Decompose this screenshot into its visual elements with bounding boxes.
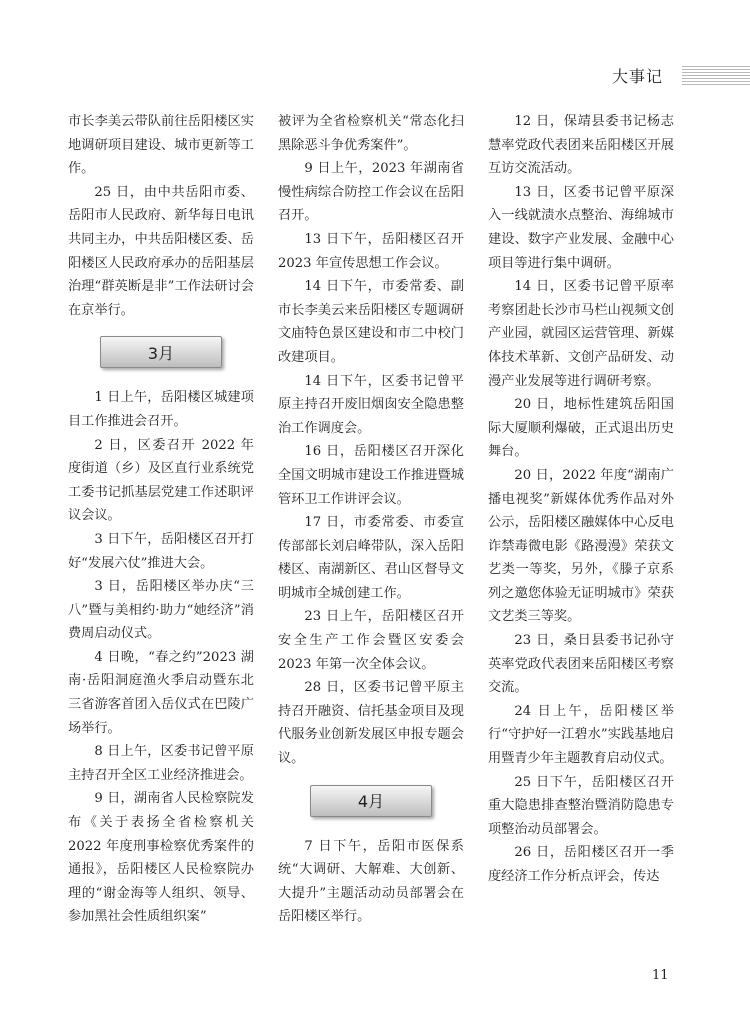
- chronicle-entry: 4 日晚，“春之约”2023 湖南·岳阳洞庭渔火季启动暨东北三省游客首团入岳仪式在巴陵广场举行。: [68, 649, 254, 736]
- chronicle-entry: 被评为全省检察机关“常态化扫黑除恶斗争优秀案件”。: [278, 114, 464, 153]
- section-title: 大事记: [612, 67, 664, 86]
- chronicle-entry: 14 日下午，市委常委、副市长李美云来岳阳楼区专题调研文庙特色景区建设和市二中校门改建项目。: [278, 279, 464, 365]
- chronicle-entry: 25 日下午，岳阳楼区召开重大隐患排查整治暨消防隐患专项整治动员部署会。: [488, 774, 674, 837]
- chronicle-entry: 26 日，岳阳楼区召开一季度经济工作分析点评会，传达: [488, 845, 674, 884]
- chronicle-entry: 3 日，岳阳楼区举办庆“三八”暨与美相约·助力“她经济”消费周启动仪式。: [68, 579, 254, 642]
- chronicle-entry: 25 日，由中共岳阳市委、岳阳市人民政府、新华每日电讯共同主办，中共岳阳楼区委、岳阳楼区人民政府承办的岳阳基层治理“群英断是非”工作法研讨会在京举行。: [68, 184, 254, 318]
- chronicle-entry: 24 日上午，岳阳楼区举行“守护好一江碧水”实践基地启用暨青少年主题教育启动仪式。: [488, 703, 674, 767]
- chronicle-entry: 14 日下午，区委书记曾平原主持召开废旧烟囱安全隐患整治工作调度会。: [278, 373, 464, 436]
- chronicle-entry: 1 日上午，岳阳楼区城建项目工作推进会召开。: [68, 390, 254, 429]
- chronicle-entry: 13 日下午，岳阳楼区召开 2023 年宣传思想工作会议。: [278, 231, 464, 271]
- chronicle-entry: 23 日，桑日县委书记孙守英率党政代表团来岳阳楼区考察交流。: [488, 633, 674, 696]
- chronicle-entry: 16 日，岳阳楼区召开深化全国文明城市建设工作推进暨城管环卫工作讲评会议。: [278, 444, 464, 507]
- chronicle-entry: 9 日，湖南省人民检察院发布《关于表扬全省检察机关 2022 年度刑事检察优秀案件的通报》，岳阳楼区人民检察院办理的“谢金海等人组织、领导、参加黑社会性质组织案”: [68, 791, 254, 925]
- month-heading: 4月: [310, 785, 432, 817]
- page-number: 11: [652, 968, 669, 983]
- chronicle-entry: 市长李美云带队前往岳阳楼区实地调研项目建设、城市更新等工作。: [68, 114, 254, 177]
- month-heading: 3月: [100, 336, 222, 368]
- chronicle-entry: 20 日，2022 年度“湖南广播电视奖”新媒体优秀作品对外公示，岳阳楼区融媒体中心反电诈禁毒微电影《路漫漫》荣获文艺类一等奖，另外，《滕子京系列之邀您体验无证明城市》荣获文艺类三等奖。: [488, 467, 674, 625]
- chronicle-entry: 8 日上午，区委书记曾平原主持召开全区工业经济推进会。: [68, 744, 254, 783]
- text-column-3: [488, 110, 674, 889]
- chronicle-entry: 12 日，保靖县委书记杨志慧率党政代表团来岳阳楼区开展互访交流活动。: [488, 114, 674, 177]
- text-column-1: [68, 110, 254, 929]
- chronicle-entry: 9 日上午，2023 年湖南省慢性病综合防控工作会议在岳阳召开。: [278, 161, 464, 224]
- chronicle-entry: 3 日下午，岳阳楼区召开打好“发展六仗”推进大会。: [68, 531, 254, 571]
- chronicle-entry: 20 日，地标性建筑岳阳国际大厦顺利爆破，正式退出历史舞台。: [488, 397, 674, 460]
- text-column-2: [278, 110, 464, 929]
- chronicle-entry: 14 日，区委书记曾平原率考察团赴长沙市马栏山视频文创产业园，就园区运营管理、新媒体技术革新、文创产品研发、动漫产业发展等进行调研考察。: [488, 279, 674, 389]
- header-decoration: [682, 66, 750, 86]
- chronicle-entry: 28 日，区委书记曾平原主持召开融资、信托基金项目及现代服务业创新发展区申报专题会议。: [278, 680, 464, 767]
- chronicle-entry: 23 日上午，岳阳楼区召开安全生产工作会暨区安委会 2023 年第一次全体会议。: [278, 609, 464, 672]
- chronicle-entry: 2 日，区委召开 2022 年度街道（乡）及区直行业系统党工委书记抓基层党建工作述职评议会议。: [68, 437, 254, 524]
- chronicle-entry: 13 日，区委书记曾平原深入一线就渍水点整治、海绵城市建设、数字产业发展、金融中心项目等进行集中调研。: [488, 184, 674, 271]
- chronicle-entry: 7 日下午，岳阳市医保系统“大调研、大解难、大创新、大提升”主题活动动员部署会在岳阳楼区举行。: [278, 838, 464, 925]
- chronicle-entry: 17 日，市委常委、市委宣传部部长刘启峰带队，深入岳阳楼区、南湖新区、君山区督导文明城市全城创建工作。: [278, 515, 464, 601]
